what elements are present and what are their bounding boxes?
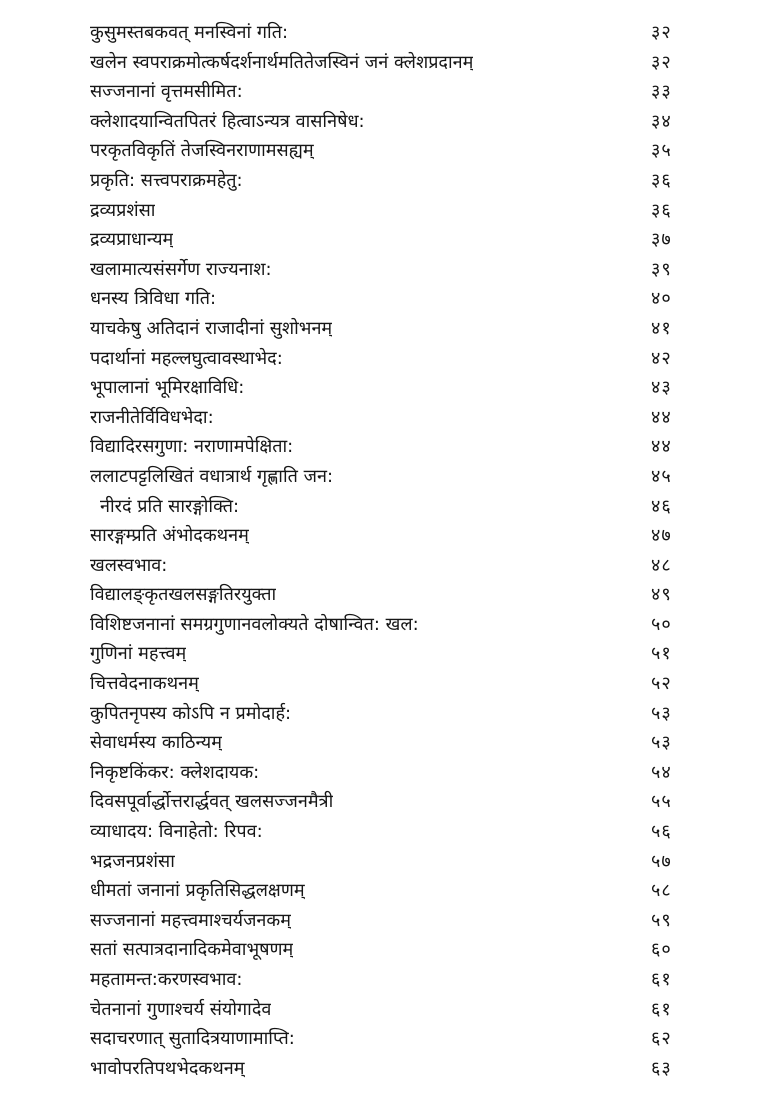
entry-page-number: ६२ [651, 1028, 672, 1050]
toc-entry [90, 935, 690, 965]
entry-page-number: ४४ [651, 406, 672, 428]
entry-title: सतां सत्पात्रदानादिकमेवाभूषणम् [90, 939, 294, 961]
toc-entry [90, 906, 690, 936]
toc-entry [90, 1024, 690, 1054]
entry-title: सेवाधर्मस्य काठिन्यम् [90, 732, 222, 754]
toc-entry [90, 284, 690, 314]
entry-page-number: ५६ [651, 821, 672, 843]
entry-page-number: ४० [651, 288, 672, 310]
entry-title: खलेन स्वपराक्रमोत्कर्षदर्शनार्थमतितेजस्विनं जनं क्लेशप्रदानम् [90, 51, 474, 73]
entry-page-number: ६१ [651, 969, 672, 990]
entry-page-number: ५० [651, 613, 672, 635]
entry-page-number: ५३ [651, 732, 672, 754]
entry-page-number: ६० [651, 939, 672, 961]
entry-title: धीमतां जनानां प्रकृतिसिद्धलक्षणम् [90, 880, 305, 902]
toc-entry [90, 373, 690, 403]
entry-page-number: ५९ [651, 909, 672, 931]
toc-entry [90, 521, 690, 551]
toc-entry [90, 965, 690, 995]
entry-page-number: ६३ [651, 1057, 672, 1079]
toc-entry [90, 847, 690, 877]
toc-entry [90, 18, 690, 48]
entry-page-number: ३२ [651, 22, 672, 43]
toc-entry [90, 995, 690, 1025]
entry-title: सज्जनानां महत्त्वमाश्चर्यजनकम् [90, 909, 292, 931]
entry-title: गुणिनां महत्त्वम् [90, 643, 187, 665]
entry-page-number: ३६ [651, 199, 672, 221]
table-of-contents [90, 18, 690, 1083]
entry-title: नीरदं प्रति सारङ्गोक्ति: [100, 495, 240, 517]
entry-title: क्लेशादयान्वितपितरं हित्वाऽन्यत्र वासनिषेध: [90, 110, 365, 132]
entry-page-number: ४८ [651, 554, 672, 576]
entry-title: भावोपरतिपथभेदकथनम् [90, 1057, 245, 1079]
entry-title: राजनीतेर्विविधभेदा: [90, 406, 214, 428]
entry-page-number: ३७ [651, 229, 672, 251]
toc-entry [90, 166, 690, 196]
toc-entry [90, 344, 690, 374]
toc-entry [90, 462, 690, 492]
entry-page-number: ५३ [651, 702, 672, 724]
entry-title: धनस्य त्रिविधा गति: [90, 288, 217, 310]
entry-title: ललाटपट्टलिखितं वधात्रार्थ गृह्णाति जन: [90, 465, 334, 487]
entry-title: खलस्वभाव: [90, 554, 168, 576]
entry-page-number: ५४ [651, 761, 672, 783]
entry-page-number: ३३ [651, 81, 672, 103]
toc-entry [90, 403, 690, 433]
toc-entry [90, 136, 690, 166]
entry-title: महतामन्त:करणस्वभाव: [90, 969, 243, 990]
toc-entry [90, 817, 690, 847]
toc-entry [90, 48, 690, 78]
toc-entry [90, 77, 690, 107]
entry-title: याचकेषु अतिदानं राजादीनां सुशोभनम् [90, 317, 333, 339]
toc-entry [90, 699, 690, 729]
entry-title: विद्यालङ्कृतखलसङ्गतिरयुक्ता [90, 584, 277, 606]
entry-title: सज्जनानां वृत्तमसीमित: [90, 81, 243, 103]
entry-title: सारङ्गम्प्रति अंभोदकथनम् [90, 525, 249, 547]
entry-title: पदार्थानां महल्लघुत्वावस्थाभेद: [90, 347, 283, 369]
entry-title: द्रव्यप्रशंसा [90, 199, 156, 221]
toc-entry [90, 255, 690, 285]
toc-entry [90, 639, 690, 669]
entry-title: चेतनानां गुणाश्चर्य संयोगादेव [90, 998, 272, 1020]
toc-entry [90, 225, 690, 255]
entry-title: द्रव्यप्राधान्यम् [90, 229, 174, 251]
entry-page-number: ५८ [651, 880, 672, 902]
toc-entry [90, 107, 690, 137]
entry-page-number: ५५ [651, 791, 672, 813]
entry-title: खलामात्यसंसर्गेण राज्यनाश: [90, 258, 272, 280]
entry-page-number: ४१ [651, 317, 672, 339]
entry-page-number: ३२ [651, 51, 672, 73]
toc-entry [90, 758, 690, 788]
entry-title: चित्तवेदनाकथनम् [90, 673, 199, 695]
entry-page-number: ४३ [651, 377, 672, 399]
entry-page-number: ६१ [651, 998, 672, 1020]
entry-page-number: ३६ [651, 169, 672, 191]
entry-page-number: ४४ [651, 436, 672, 458]
toc-entry [90, 492, 690, 522]
toc-entry [90, 1054, 690, 1084]
toc-entry [90, 551, 690, 581]
entry-title: विशिष्टजनानां समग्रगुणानवलोक्यते दोषान्वित: खल: [90, 613, 419, 635]
entry-title: परकृतविकृतिं तेजस्विनराणामसह्यम् [90, 140, 314, 162]
toc-entry [90, 787, 690, 817]
toc-entry [90, 196, 690, 226]
toc-entry [90, 432, 690, 462]
entry-title: व्याधादय: विनाहेतो: रिपव: [90, 821, 263, 843]
entry-title: निकृष्टकिंकर: क्लेशदायक: [90, 761, 260, 783]
entry-title: प्रकृति: सत्त्वपराक्रमहेतु: [90, 169, 243, 191]
entry-title: भूपालानां भूमिरक्षाविधि: [90, 377, 245, 399]
toc-entry [90, 610, 690, 640]
entry-page-number: ३४ [651, 110, 672, 132]
entry-page-number: ५१ [651, 643, 672, 665]
toc-entry [90, 876, 690, 906]
entry-page-number: ३५ [651, 140, 672, 162]
entry-page-number: ५२ [651, 673, 672, 695]
entry-page-number: ४२ [651, 347, 672, 369]
toc-entry [90, 580, 690, 610]
entry-title: दिवसपूर्वार्द्धोत्तरार्द्धवत् खलसज्जनमैत्री [90, 791, 334, 813]
entry-page-number: ४५ [651, 465, 672, 487]
entry-title: कुपितनृपस्य कोऽपि न प्रमोदार्ह: [90, 702, 292, 724]
toc-entry [90, 314, 690, 344]
entry-title: विद्यादिरसगुणा: नराणामपेक्षिता: [90, 436, 294, 458]
toc-entry [90, 728, 690, 758]
entry-page-number: ४७ [651, 525, 672, 547]
entry-page-number: ४६ [651, 495, 672, 517]
entry-page-number: ५७ [651, 850, 672, 872]
entry-title: भद्रजनप्रशंसा [90, 850, 175, 872]
toc-entry [90, 669, 690, 699]
entry-title: कुसुमस्तबकवत् मनस्विनां गति: [90, 22, 289, 43]
entry-title: सदाचरणात् सुतादित्रयाणामाप्ति: [90, 1028, 295, 1050]
entry-page-number: ३९ [651, 258, 672, 280]
entry-page-number: ४९ [651, 584, 672, 606]
